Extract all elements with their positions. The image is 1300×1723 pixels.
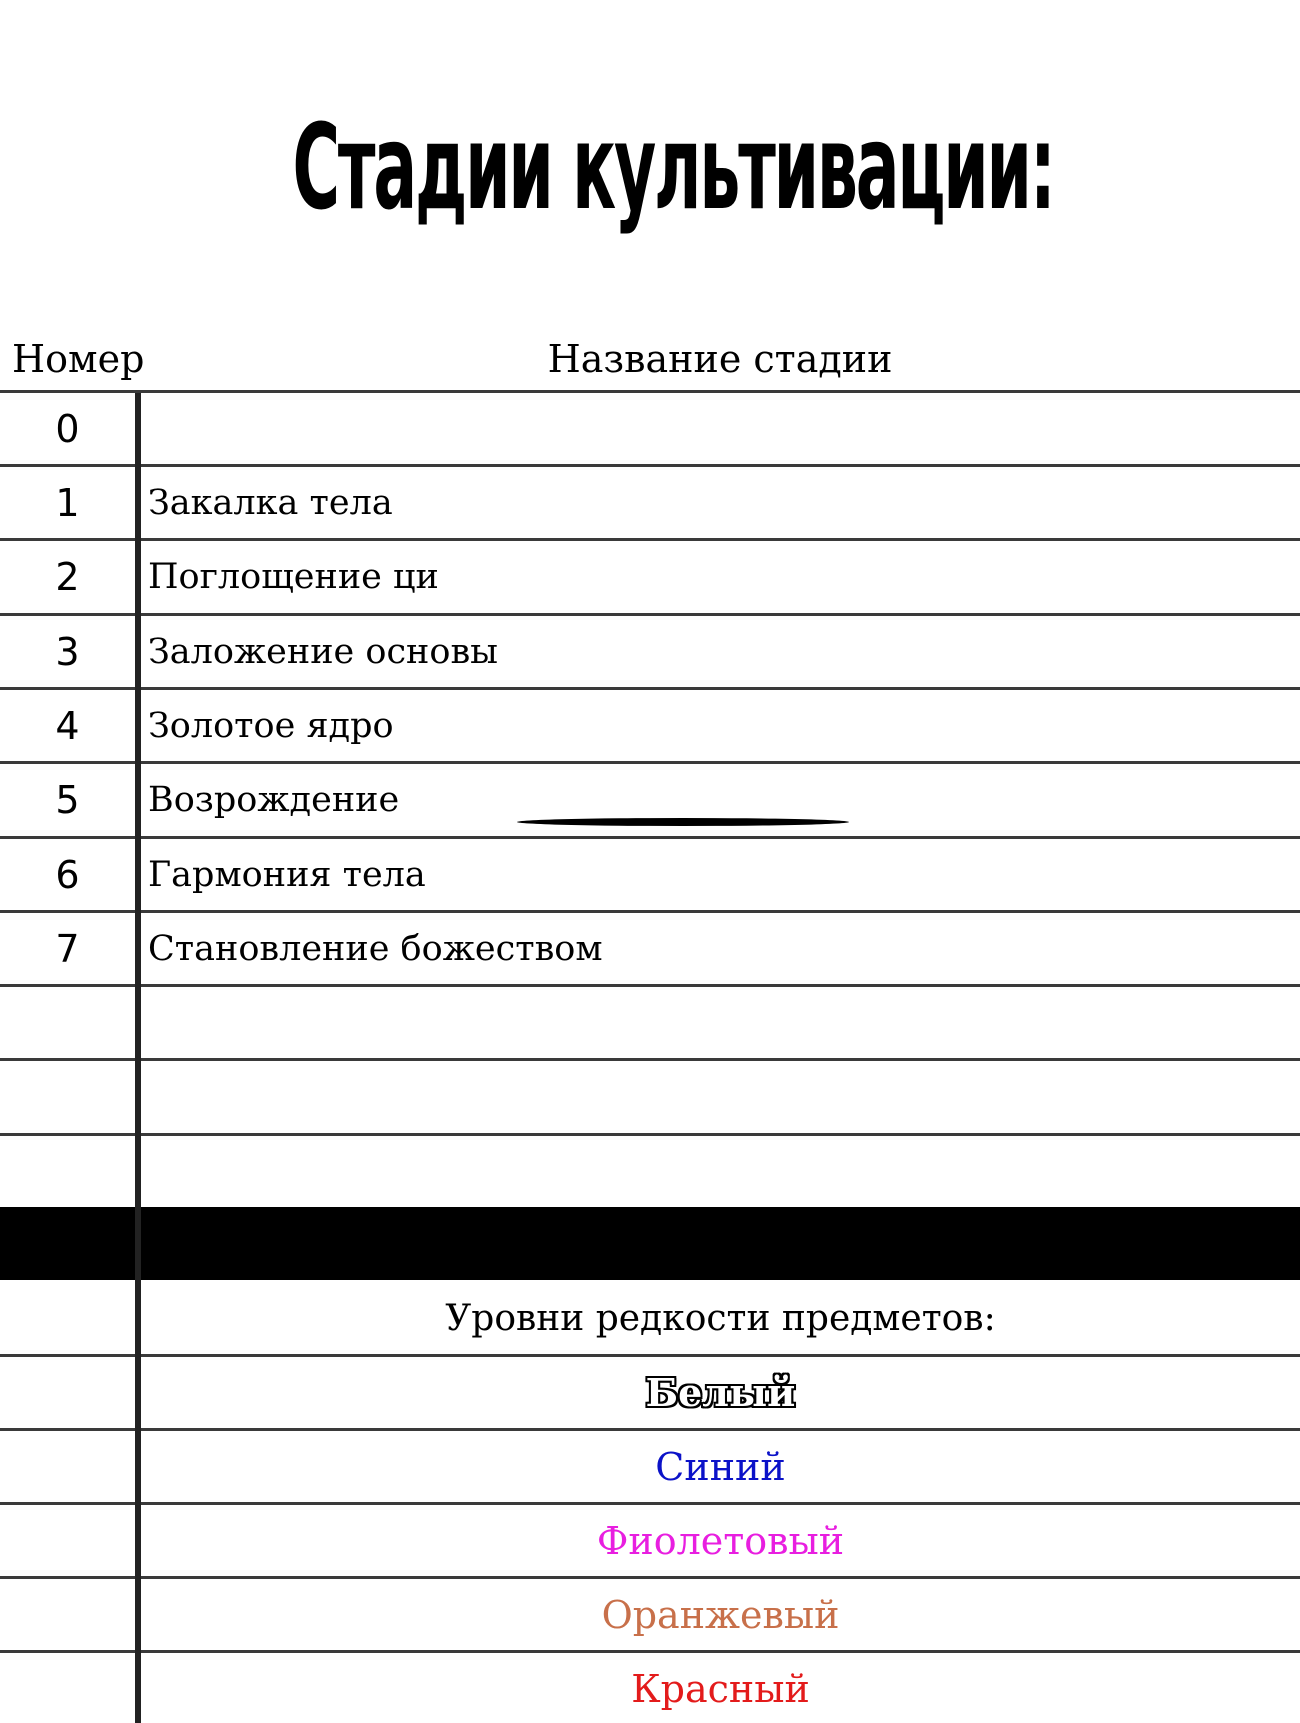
row-divider xyxy=(0,1058,1300,1061)
stage-number: 7 xyxy=(55,927,80,971)
rarity-level-red: Красный xyxy=(631,1667,810,1711)
rarity-level-white: Белый xyxy=(645,1370,796,1415)
stage-name: Гармония тела xyxy=(148,855,426,895)
stage-row xyxy=(0,615,1300,689)
stage-name: Закалка тела xyxy=(148,483,393,523)
stage-row xyxy=(0,912,1300,986)
stage-row xyxy=(0,838,1300,912)
page-title: Стадии культивации: xyxy=(292,98,1054,236)
stage-name: Возрождение xyxy=(148,780,400,820)
stage-name: Становление божеством xyxy=(148,929,603,969)
rarity-level-orange: Оранжевый xyxy=(601,1593,840,1637)
stage-row xyxy=(0,392,1300,466)
stage-number: 1 xyxy=(55,481,80,525)
stage-number: 6 xyxy=(55,853,80,897)
stage-number: 3 xyxy=(55,630,80,674)
rarity-title: Уровни редкости предметов: xyxy=(445,1298,996,1339)
stage-name: Поглощение ци xyxy=(148,557,439,597)
column-header-stage-name: Название стадии xyxy=(547,337,893,381)
stage-number: 5 xyxy=(55,778,80,822)
row-divider xyxy=(0,1133,1300,1136)
stage-number: 4 xyxy=(55,704,80,748)
rarity-level-blue: Синий xyxy=(655,1445,786,1489)
stage-row xyxy=(0,763,1300,837)
stage-row xyxy=(0,466,1300,540)
stage-name: Заложение основы xyxy=(148,632,499,672)
section-separator-band xyxy=(0,1207,1300,1280)
rarity-level-purple: Фиолетовый xyxy=(596,1519,845,1563)
stage-name: Золотое ядро xyxy=(148,706,394,746)
stage-row xyxy=(0,540,1300,614)
stage-number: 2 xyxy=(55,555,80,599)
stage-row xyxy=(0,689,1300,763)
column-header-number: Номер xyxy=(12,337,145,381)
stage-number: 0 xyxy=(55,407,80,451)
